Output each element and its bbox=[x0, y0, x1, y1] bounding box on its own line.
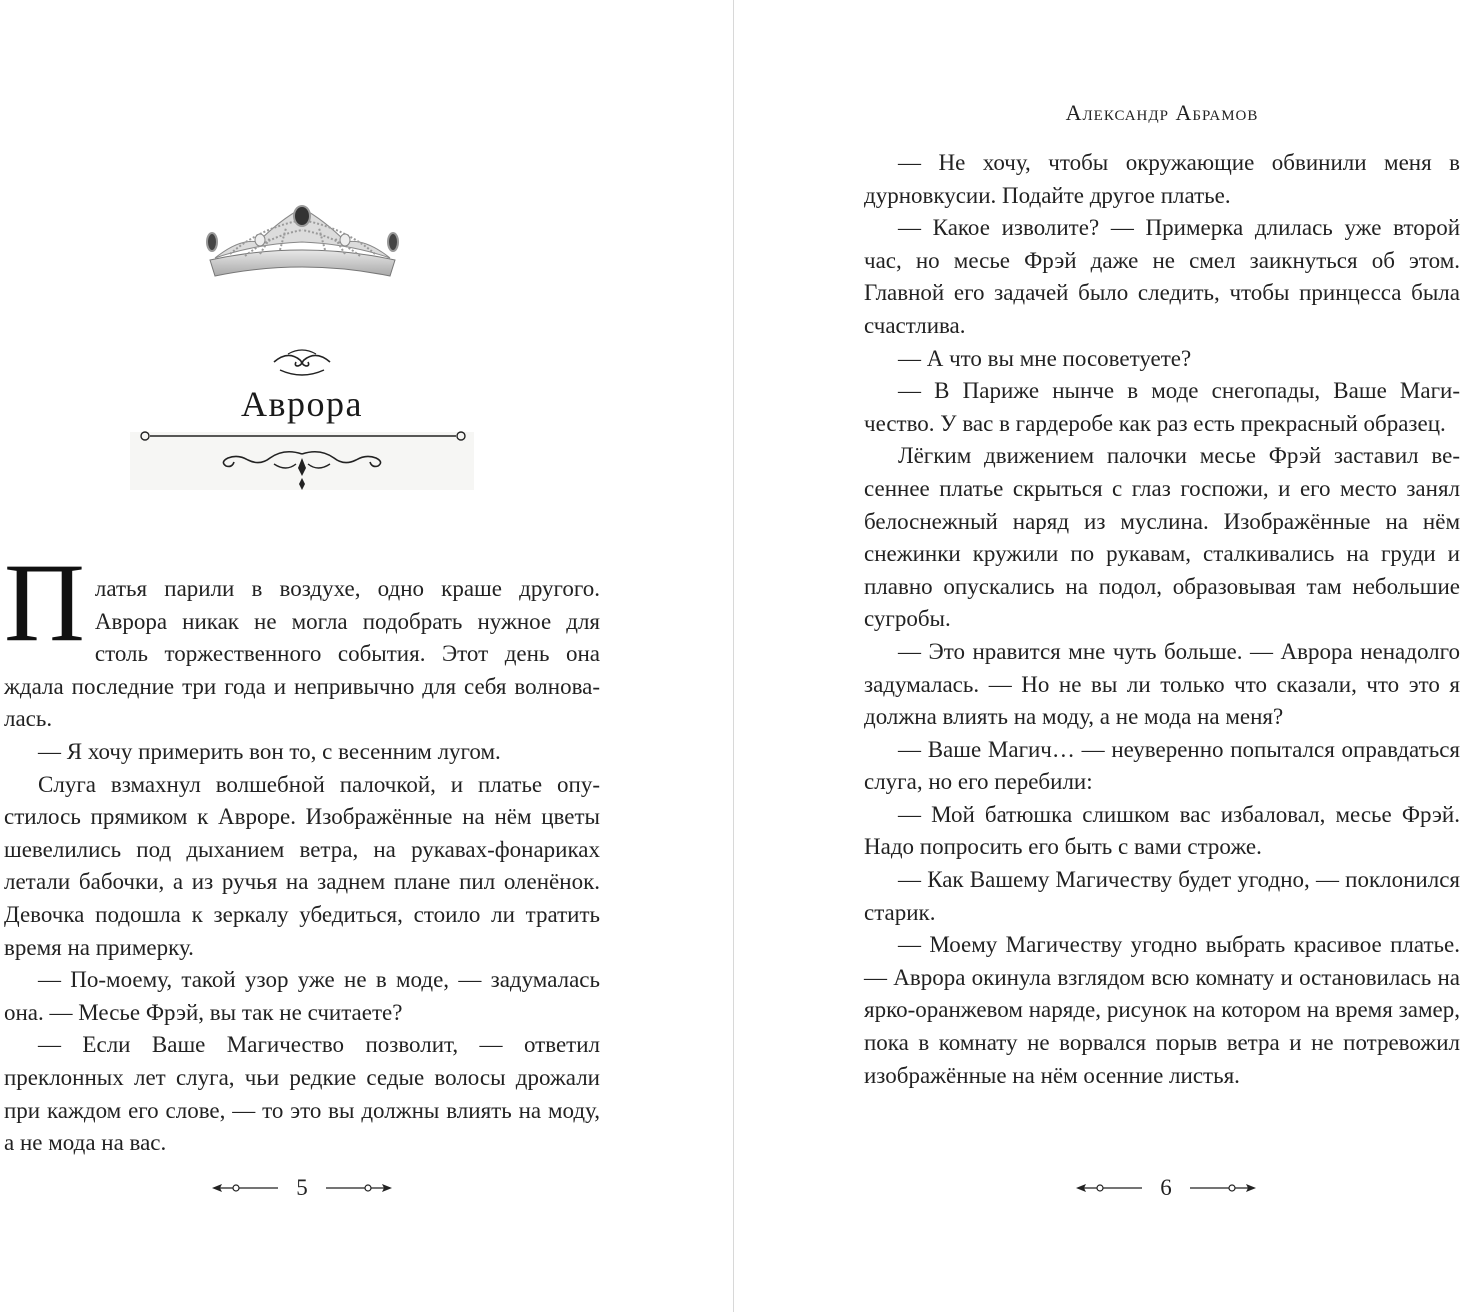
folio-ornament-icon bbox=[324, 1182, 392, 1194]
chapter-title: Аврора bbox=[241, 384, 363, 424]
paragraph: — Как Вашему Магичеству будет угодно, — поклонился старик. bbox=[864, 867, 1460, 925]
scroll-ornament-icon bbox=[214, 444, 390, 492]
divider-ornament bbox=[136, 428, 470, 444]
running-head: Александр Абрамов bbox=[1065, 100, 1259, 125]
paragraph bbox=[4, 541, 600, 736]
right-page-text bbox=[864, 147, 1460, 1092]
paragraph: Слуга взмахнул волшебной палочкой, и платье опустилось прямиком к Авроре. Изображённые на нём цветы шевелились под дыханием ветра, на рукавах-фонариках летали бабочки, а из ручья на заднем плане пил оленёнок. Девочка подошла к зеркалу убедиться, стоило ли тратить время на примерку. bbox=[4, 771, 600, 960]
paragraph: — Я хочу примерить вон то, с весенним лугом. bbox=[38, 738, 501, 764]
folio-ornament-icon bbox=[212, 1182, 280, 1194]
page-number: 5 bbox=[296, 1175, 308, 1200]
page-number-right bbox=[1076, 1172, 1256, 1204]
right-page bbox=[734, 0, 1474, 1312]
folio-ornament-icon bbox=[1076, 1182, 1144, 1194]
flourish-icon bbox=[270, 346, 334, 380]
left-page-text bbox=[4, 541, 600, 1160]
page-number: 6 bbox=[1160, 1175, 1172, 1200]
paragraph-text: латья парили в воздухе, одно краше другого. Аврора никак не могла подобрать нужное для столь торжественного события. Этот день она ждала последние три года и непривычно для себя волновалась. bbox=[4, 576, 600, 732]
paragraph: — Если Ваше Магичество позволит, — ответил преклонных лет слуга, чьи редкие седые волосы дрожали при каждом его слове, — то это вы должны влиять на моду, а не мода на вас. bbox=[4, 1032, 600, 1156]
folio-ornament-icon bbox=[1188, 1182, 1256, 1194]
page-number-left bbox=[212, 1172, 392, 1204]
paragraph: — Это нравится мне чуть больше. — Аврора ненадолго задумалась. — Но не вы ли только что сказали, что это я должна влиять на моду, а не мода на меня? bbox=[864, 638, 1460, 730]
paragraph: — В Париже нынче в моде снегопады, Ваше Магичество. У вас в гардеробе как раз есть прекрасный образец. bbox=[864, 378, 1460, 436]
paragraph: — По-моему, такой узор уже не в моде, — задумалась она. — Месье Фрэй, вы так не считаете? bbox=[4, 967, 600, 1025]
drop-cap: П bbox=[4, 541, 85, 665]
paragraph: — Не хочу, чтобы окружающие обвинили меня в дурновкусии. Подайте другое платье. bbox=[864, 150, 1460, 208]
paragraph: — Мой батюшка слишком вас избаловал, месье Фрэй. Надо попросить его быть с вами строже. bbox=[864, 801, 1460, 860]
left-page bbox=[0, 0, 733, 1312]
paragraph: — Моему Магичеству угодно выбрать красивое платье. — Аврора окинула взглядом всю комнату и остановилась на ярко-оранжевом наряде, рисунок на котором на время замер, пока в комнату не ворвался порыв ветра и не потревожил изображённые на нём осенние листья. bbox=[864, 932, 1460, 1088]
paragraph: Лёгким движением палочки месье Фрэй заставил весеннее платье скрыться с глаз госпожи, и его место занял белоснежный наряд из муслина. Изображённые на нём снежинки кружили по рукавам, сталкивались на груди и плавно опускались на подол, образовывая там небольшие сугробы. bbox=[864, 443, 1460, 632]
paragraph: — Ваше Магич… — неуверенно попытался оправдаться слуга, но его перебили: bbox=[864, 736, 1460, 795]
chapter-heading bbox=[130, 340, 474, 490]
tiara-icon bbox=[200, 198, 405, 283]
paragraph: — Какое изволите? — Примерка длилась уже второй час, но месье Фрэй даже не смел заикнуться об этом. Главной его задачей было следить, чтобы принцесса была счастлива. bbox=[864, 215, 1460, 338]
paragraph: — А что вы мне посоветуете? bbox=[898, 345, 1192, 371]
